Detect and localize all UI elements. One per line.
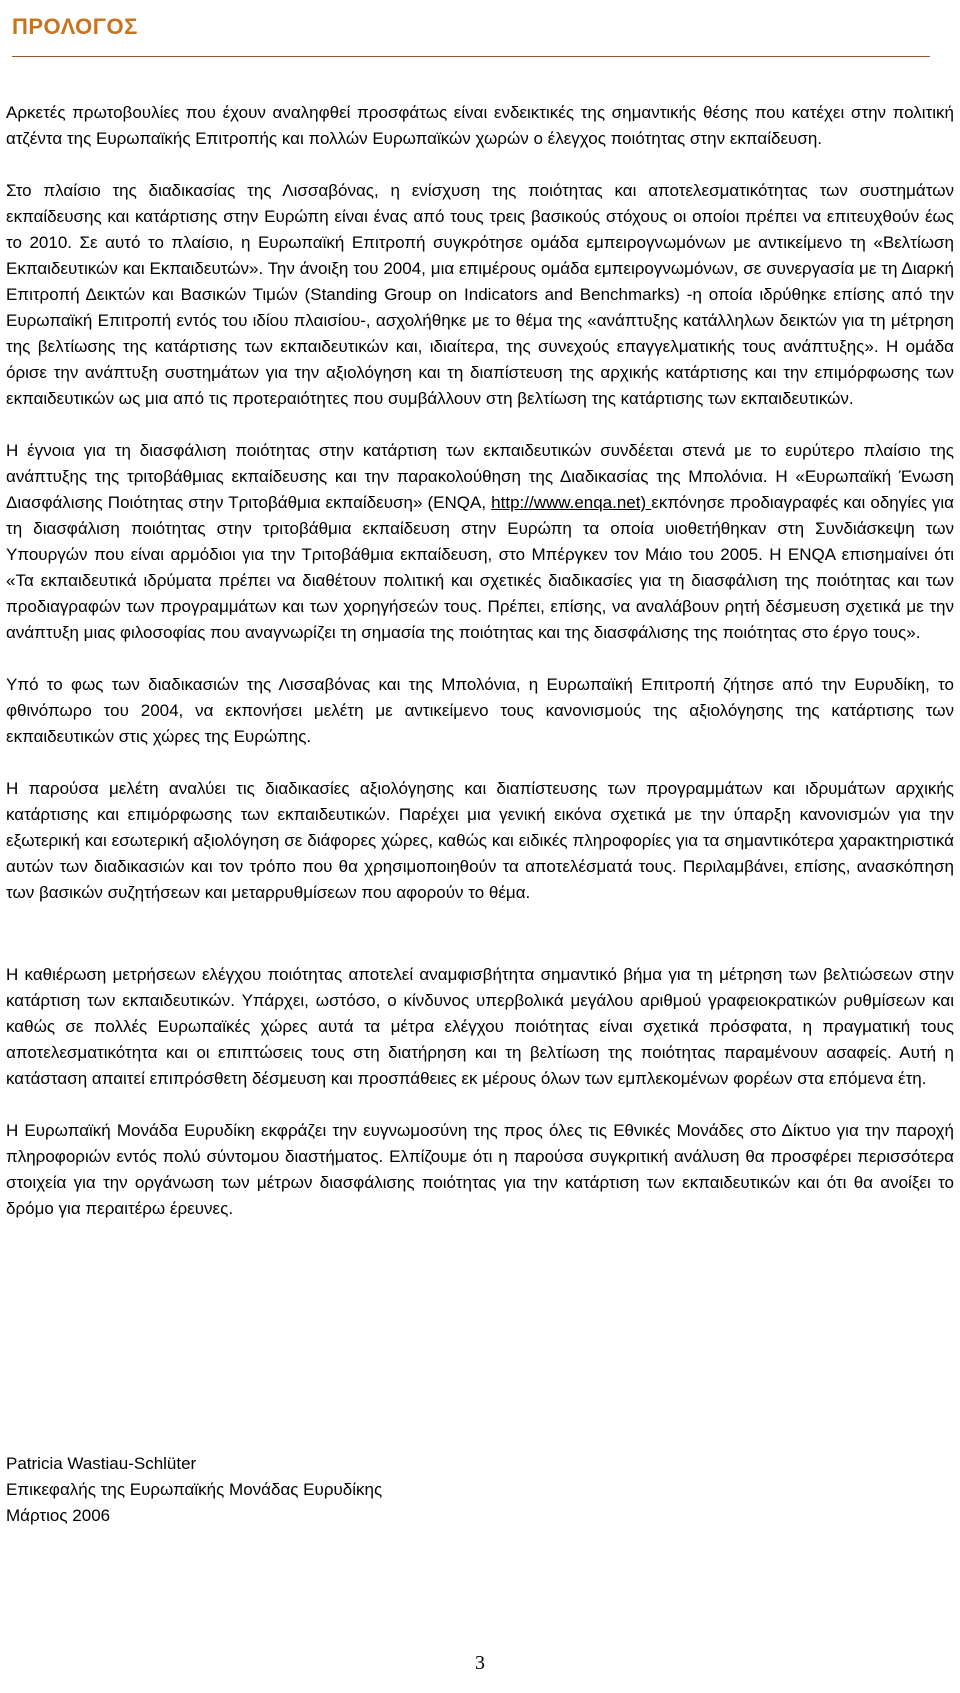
paragraph-2: Στο πλαίσιο της διαδικασίας της Λισσαβόνας, η ενίσχυση της ποιότητας και αποτελεσματικότητας των συστημάτων εκπαίδευσης και κατάρτισης στην Ευρώπη είναι ένας από τους τρεις βασικούς στόχους οι οποίοι πρέπει να επιτευχθούν έως το 2010. Σε αυτό το πλαίσιο, η Ευρωπαϊκή Επιτροπή συγκρότησε ομάδα εμπειρογνωμόνων με αντικείμενο τη «Βελτίωση Εκπαιδευτικών και Εκπαιδευτών». Την άνοιξη του 2004, μια επιμέρους ομάδα εμπειρογνωμόνων, σε συνεργασία με τη Διαρκή Επιτροπή Δεικτών και Βασικών Τιμών (Standing Group on Indicators and Benchmarks) -η οποία ιδρύθηκε επίσης από την Ευρωπαϊκή Επιτροπή εντός του ιδίου πλαισίου-, ασχολήθηκε με το θέμα της «ανάπτυξης κατάλληλων δεικτών για τη μέτρηση της βελτίωσης της κατάρτισης των εκπαιδευτικών και, ιδιαίτερα, της συνεχούς επαγγελματικής τους ανάπτυξης». Η ομάδα όρισε την ανάπτυξη συστημάτων για την αξιολόγηση και τη διαπίστευση της αρχικής κατάρτισης και την επιμόρφωσης των εκπαιδευτικών ως μια από τις προτεραιότητες που συμβάλλουν στη βελτίωση της κατάρτισης των εκπαιδευτικών.	[6, 181, 954, 408]
enqa-link[interactable]: http://www.enqa.net)	[491, 493, 652, 512]
heading-rule	[12, 56, 930, 57]
page-heading: ΠΡΟΛΟΓΟΣ	[12, 14, 138, 39]
paragraph-7: Η Ευρωπαϊκή Μονάδα Ευρυδίκη εκφράζει την ευγνωμοσύνη της προς όλες τις Εθνικές Μονάδες στο Δίκτυο για την παροχή πληροφοριών εντός πολύ σύντομου διαστήματος. Ελπίζουμε ότι η παρούσα συγκριτική ανάλυση θα προσφέρει περισσότερα στοιχεία για την οργάνωση των μέτρων διασφάλισης ποιότητας για την κατάρτιση των εκπαιδευτικών και ότι θα ανοίξει το δρόμο για περαιτέρω έρευνες.	[6, 1121, 954, 1218]
signature-block	[6, 1451, 382, 1529]
paragraph-1: Αρκετές πρωτοβουλίες που έχουν αναληφθεί προσφάτως είναι ενδεικτικές της σημαντικής θέσης που κατέχει στην πολιτική ατζέντα της Ευρωπαϊκής Επιτροπής και πολλών Ευρωπαϊκών χωρών ο έλεγχος ποιότητας στην εκπαίδευση.	[6, 103, 954, 148]
signatory-name: Patricia Wastiau-Schlüter	[6, 1454, 197, 1473]
paragraph-4: Υπό το φως των διαδικασιών της Λισσαβόνας και της Μπολόνια, η Ευρωπαϊκή Επιτροπή ζήτησε από την Ευρυδίκη, το φθινόπωρο του 2004, να εκπονήσει μελέτη με αντικείμενο τους κανονισμούς της αξιολόγησης της κατάρτισης των εκπαιδευτικών στις χώρες της Ευρώπης.	[6, 675, 954, 746]
page-number: 3	[475, 1652, 485, 1674]
signature-date: Μάρτιος 2006	[6, 1506, 111, 1525]
document-body	[6, 100, 954, 1222]
signatory-role: Επικεφαλής της Ευρωπαϊκής Μονάδας Ευρυδίκης	[6, 1480, 383, 1499]
paragraph-3	[6, 438, 954, 646]
paragraph-6: Η καθιέρωση μετρήσεων ελέγχου ποιότητας αποτελεί αναμφισβήτητα σημαντικό βήμα για τη μέτρηση των βελτιώσεων στην κατάρτιση των εκπαιδευτικών. Υπάρχει, ωστόσο, ο κίνδυνος υπερβολικά μεγάλου αριθμού γραφειοκρατικών ρυθμίσεων και καθώς σε πολλές Ευρωπαϊκές χώρες αυτά τα μέτρα ελέγχου ποιότητας είναι σχετικά πρόσφατα, η πραγματική τους αποτελεσματικότητα και οι επιπτώσεις τους στη διατήρηση και τη βελτίωση της ποιότητας παραμένουν ασαφείς. Αυτή η κατάσταση απαιτεί επιπρόσθετη δέσμευση και προσπάθειες εκ μέρους όλων των εμπλεκομένων φορέων στα επόμενα έτη.	[6, 965, 954, 1088]
paragraph-5: Η παρούσα μελέτη αναλύει τις διαδικασίες αξιολόγησης και διαπίστευσης των προγραμμάτων και ιδρυμάτων αρχικής κατάρτισης και επιμόρφωσης των εκπαιδευτικών. Παρέχει μια γενική εικόνα σχετικά με την ύπαρξη κανονισμών για την εξωτερική και εσωτερική αξιολόγηση σε διάφορες χώρες, καθώς και ειδικές πληροφορίες για τα σημαντικότερα χαρακτηριστικά αυτών των διαδικασιών και τον τρόπο που θα χρησιμοποιηθούν τα αποτελέσματά τους. Περιλαμβάνει, επίσης, ανασκόπηση των βασικών συζητήσεων και μεταρρυθμίσεων που αφορούν το θέμα.	[6, 779, 954, 902]
paragraph-3-text-end: εκπόνησε προδιαγραφές και οδηγίες για τη διασφάλιση ποιότητας στην τριτοβάθμια εκπαίδευση στην Ευρώπη τα οποία υιοθετήθηκαν στη Συνδιάσκεψη των Υπουργών που είναι αρμόδιοι για την Τριτοβάθμια εκπαίδευση, στο Μπέργκεν τον Μάιο του 2005. Η ENQA επισημαίνει ότι «Τα εκπαιδευτικά ιδρύματα πρέπει να διαθέτουν πολιτική και σχετικές διαδικασίες για τη διασφάλιση της ποιότητας και των προδιαγραφών των προγραμμάτων και των χορηγήσεών τους. Πρέπει, επίσης, να αναλάβουν ρητή δέσμευση σχετικά με την ανάπτυξη μιας φιλοσοφίας που αναγνωρίζει τη σημασία της ποιότητας και της διασφάλισης της ποιότητας στο έργο τους».	[6, 493, 954, 642]
paragraph-3-text-start: Η έγνοια για τη διασφάλιση ποιότητας στην κατάρτιση των εκπαιδευτικών συνδέεται στενά με το ευρύτερο πλαίσιο της ανάπτυξης της τριτοβάθμιας εκπαίδευσης και την παρακολούθηση της Διαδικασίας της Μπολόνια. Η «Ευρωπαϊκή Ένωση Διασφάλισης Ποιότητας στην Τριτοβάθμια εκπαίδευση» (ENQA,	[6, 441, 954, 512]
